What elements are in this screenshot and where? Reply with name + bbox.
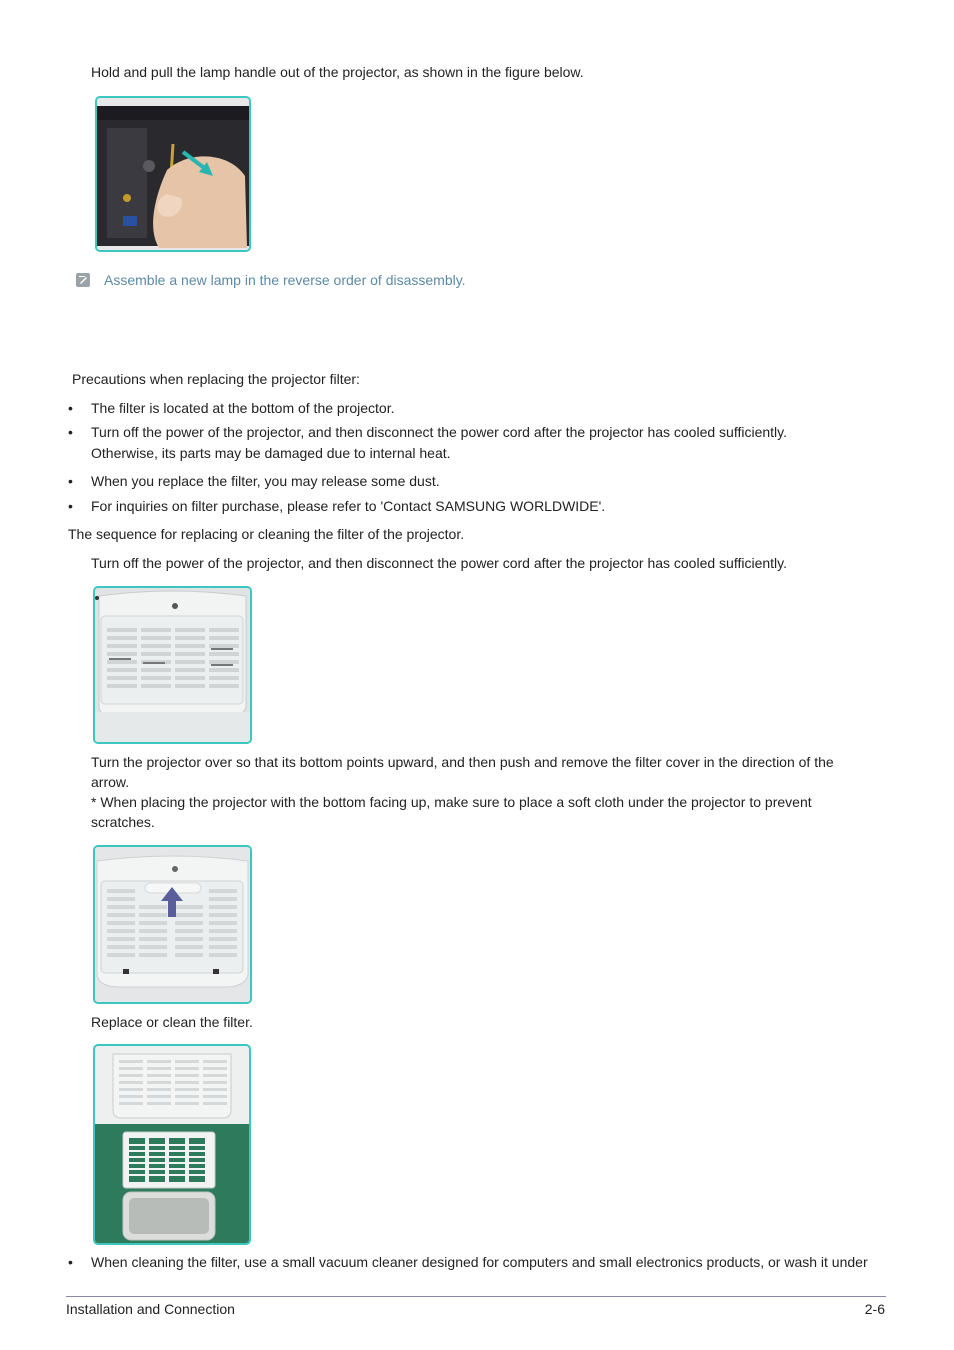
precaution-item-3: When you replace the filter, you may release some dust.	[91, 473, 440, 489]
filter-cover-arrow-photo	[93, 845, 252, 1004]
step-lamp-pull-text: Hold and pull the lamp handle out of the projector, as shown in the figure below.	[91, 64, 584, 80]
note-icon	[76, 273, 90, 287]
bullet-dot: •	[68, 473, 73, 489]
bullet-dot: •	[68, 498, 73, 514]
step-2-caution: * When placing the projector with the bottom facing up, make sure to place a soft cloth under the projector to prevent scratches.	[91, 794, 812, 830]
precautions-heading: Precautions when replacing the projector filter:	[72, 371, 360, 387]
filter-parts-photo	[93, 1044, 251, 1245]
filter-cover-photo	[93, 586, 252, 744]
footer-section-title: Installation and Connection	[66, 1301, 235, 1317]
cleaning-bullet-text: When cleaning the filter, use a small vacuum cleaner designed for computers and small electronics products, or wash it under	[91, 1254, 868, 1270]
bullet-dot: •	[68, 400, 73, 416]
footer-rule	[66, 1296, 886, 1297]
footer-page-number: 2-6	[864, 1301, 885, 1317]
precaution-item-2: Turn off the power of the projector, and then disconnect the power cord after the projector has cooled sufficiently. Otherwise, its parts may be damaged due to internal heat.	[91, 424, 788, 461]
step-3-text: Replace or clean the filter.	[91, 1014, 253, 1030]
note-text: Assemble a new lamp in the reverse order of disassembly.	[104, 272, 466, 288]
step-2-text: Turn the projector over so that its bottom points upward, and then push and remove the filter cover in the direction of the arrow.	[91, 754, 834, 790]
precaution-item-4: For inquiries on filter purchase, please refer to 'Contact SAMSUNG WORLDWIDE'.	[91, 498, 606, 514]
bullet-dot: •	[68, 424, 73, 440]
step-1-text: Turn off the power of the projector, and then disconnect the power cord after the projector has cooled sufficiently.	[91, 555, 788, 571]
bullet-dot: •	[68, 1254, 73, 1270]
lamp-pull-photo	[95, 96, 251, 252]
precaution-item-1: The filter is located at the bottom of the projector.	[91, 400, 395, 416]
sequence-intro: The sequence for replacing or cleaning the filter of the projector.	[68, 526, 465, 542]
